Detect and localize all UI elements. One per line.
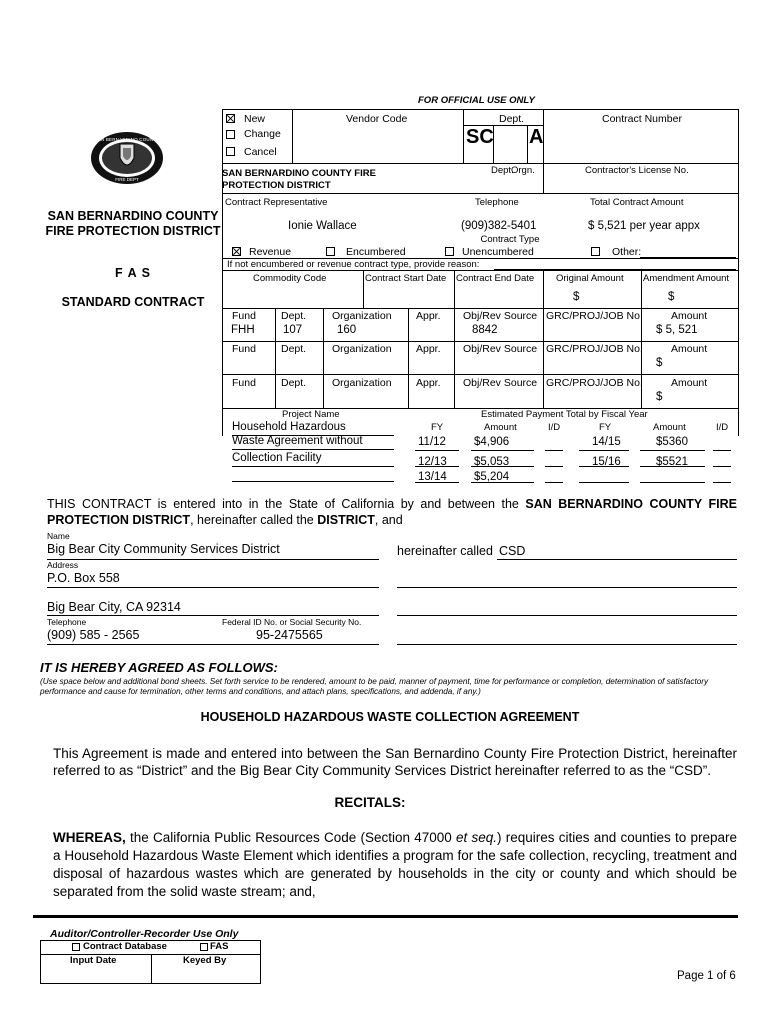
- new-checkbox[interactable]: [226, 114, 235, 123]
- obj-value: 8842: [472, 324, 498, 336]
- telephone-label: Telephone: [475, 197, 519, 208]
- whereas-text-b: the California Public Resources Code (Section 47000: [125, 830, 456, 845]
- intro-paragraph: [47, 496, 737, 528]
- grc-label: GRC/PROJ/JOB No.: [546, 343, 643, 355]
- divider: [292, 109, 293, 163]
- contract-number-label: Contract Number: [602, 113, 682, 125]
- phone-label: Telephone: [47, 617, 87, 627]
- fas-label: F A S: [114, 266, 152, 280]
- divider: [275, 308, 276, 408]
- page-number: Page 1 of 6: [677, 970, 736, 982]
- called-value[interactable]: CSD: [499, 544, 526, 558]
- fy-underline: [415, 450, 459, 451]
- left-title: SAN BERNARDINO COUNTY FIRE PROTECTION DISTRICT: [45, 209, 221, 238]
- intro-district: DISTRICT: [317, 513, 375, 527]
- fy-left-3: 13/14: [418, 471, 447, 483]
- divider: [222, 341, 739, 342]
- amt-left-2: $5,053: [474, 456, 510, 468]
- recitals-heading: RECITALS:: [334, 795, 406, 810]
- agreed-note: (Use space below and additional bond sheets. Set forth service to be rendered, amount to be paid, manner of payment, time for performance or completion, determination of satisfactory performance and cause for termination, other terms and conditions, and attach plans, specifications, and addenda, if any.): [40, 677, 709, 696]
- name-value[interactable]: Big Bear City Community Services District: [47, 542, 280, 556]
- district-name: SAN BERNARDINO COUNTY FIRE PROTECTION DISTRICT: [222, 168, 376, 191]
- amount-value: $ 5, 521: [656, 324, 698, 336]
- org-value: 160: [337, 324, 357, 336]
- divider: [151, 954, 152, 984]
- fund-value: FHH: [231, 324, 255, 336]
- rep-value: Ionie Wallace: [288, 220, 357, 232]
- original-dollar: $: [573, 291, 580, 303]
- dept-label: Dept.: [499, 113, 525, 125]
- vendor-code-label: Vendor Code: [346, 113, 408, 125]
- id-label-right: I/D: [716, 422, 729, 433]
- address-label: Address: [47, 560, 79, 570]
- a-code: A: [529, 126, 544, 148]
- amount-label-left: Amount: [484, 422, 517, 433]
- obj-label: Obj/Rev Source: [463, 377, 538, 389]
- seal-logo: [90, 118, 164, 192]
- contract-db-label: Contract Database: [83, 941, 167, 952]
- dept-col-label: Dept.: [281, 343, 307, 355]
- dept-col-label: Dept.: [281, 310, 307, 322]
- start-label: Contract Start Date: [365, 273, 447, 284]
- phone-value[interactable]: (909) 585 - 2565: [47, 628, 140, 642]
- dept-label-2: Dept.: [491, 165, 514, 176]
- other-label: Other:: [612, 246, 642, 258]
- fund-label: Fund: [232, 377, 256, 389]
- fas-checkbox[interactable]: [200, 943, 208, 951]
- project-underline: [232, 481, 394, 482]
- grc-label: GRC/PROJ/JOB No: [546, 310, 640, 322]
- official-use-label: FOR OFFICIAL USE ONLY: [418, 95, 535, 106]
- appr-label: Appr.: [416, 310, 441, 322]
- fas-footer-label: FAS: [210, 941, 229, 952]
- fy-right-2: 15/16: [592, 456, 621, 468]
- address-line-2[interactable]: Big Bear City, CA 92314: [47, 600, 181, 614]
- grc-label: GRC/PROJ/JOB No.: [546, 377, 643, 389]
- cancel-label: Cancel: [244, 146, 277, 158]
- original-label: Original Amount: [556, 273, 624, 284]
- agreement-paragraph: This Agreement is made and entered into between the San Bernardino County Fire Protection District, hereinafter referred to as “District” and the Big Bear City Community Services District hereinafter referred to as the “CSD”.: [53, 746, 737, 778]
- divider: [323, 308, 324, 408]
- name-label: Name: [47, 531, 70, 541]
- org-label: Organization: [332, 343, 392, 355]
- project-line-2: Waste Agreement without: [232, 435, 363, 447]
- form-top-border: [222, 109, 739, 110]
- agreed-heading: IT IS HEREBY AGREED AS FOLLOWS:: [40, 660, 278, 675]
- divider: [493, 125, 494, 163]
- amount-dollar: $: [656, 357, 663, 369]
- total-value: $ 5,521 per year appx: [588, 220, 700, 232]
- whereas-label: WHEREAS,: [53, 830, 126, 845]
- amt-right-1: $5360: [656, 436, 688, 448]
- divider: [641, 308, 642, 408]
- divider: [527, 125, 528, 163]
- intro-text-e: , and: [374, 513, 403, 527]
- divider: [641, 270, 642, 308]
- contract-type-label: Contract Type: [480, 234, 540, 245]
- input-date-label: Input Date: [70, 955, 117, 966]
- fy-left-2: 12/13: [418, 456, 447, 468]
- end-label: Contract End Date: [456, 273, 535, 284]
- obj-label: Obj/Rev Source: [463, 310, 538, 322]
- other-checkbox[interactable]: [591, 247, 600, 256]
- divider: [543, 109, 544, 163]
- project-name-label: Project Name: [282, 409, 340, 420]
- divider: [543, 163, 544, 193]
- divider: [463, 109, 464, 163]
- divider: [222, 308, 739, 309]
- divider: [454, 308, 455, 408]
- fy-label-left: FY: [431, 422, 444, 433]
- if-not-text: If not encumbered or revenue contract type, provide reason:: [227, 259, 480, 270]
- divider: [543, 308, 544, 408]
- amt-left-1: $4,906: [474, 436, 510, 448]
- divider: [408, 308, 409, 408]
- fund-label: Fund: [232, 310, 256, 322]
- called-underline: [497, 559, 737, 560]
- appr-label: Appr.: [416, 377, 441, 389]
- encumbered-label: Encumbered: [346, 246, 406, 258]
- address-line-1[interactable]: P.O. Box 558: [47, 571, 120, 585]
- fy-underline: [579, 466, 629, 467]
- form-left-border: [222, 109, 223, 436]
- amt-right-2: $5521: [656, 456, 688, 468]
- standard-contract-label: STANDARD CONTRACT: [61, 295, 205, 309]
- divider: [222, 163, 739, 164]
- intro-text-a: THIS CONTRACT is entered into in the State of California by and between the: [47, 497, 526, 511]
- new-label: New: [244, 113, 266, 125]
- amt-underline: [640, 466, 705, 467]
- revenue-label: Revenue: [249, 246, 292, 258]
- id-underline: [713, 450, 731, 451]
- encumbered-checkbox[interactable]: [326, 247, 335, 256]
- divider: [454, 270, 455, 308]
- project-line-1: Household Hazardous: [232, 421, 346, 433]
- fy-underline: [579, 450, 629, 451]
- amount-dollar: $: [656, 391, 663, 403]
- fy-label-right: FY: [599, 422, 612, 433]
- amount-label: Amount: [671, 310, 708, 322]
- amt-underline: [640, 482, 705, 483]
- sc-code: SC: [466, 126, 494, 148]
- revenue-checkbox[interactable]: [232, 247, 241, 256]
- phone-underline: [47, 644, 379, 645]
- seal-sub: FIRE DEPT: [115, 177, 139, 182]
- fy-underline: [579, 482, 629, 483]
- dept-col-label: Dept.: [281, 377, 307, 389]
- hereinafter-text: hereinafter called: [397, 544, 493, 558]
- form-right-border: [738, 109, 739, 436]
- amt-underline: [471, 450, 534, 451]
- amount-label: Amount: [671, 343, 708, 355]
- amt-underline: [471, 482, 534, 483]
- phone-underline-right: [397, 644, 737, 645]
- amount-label-right: Amount: [653, 422, 686, 433]
- intro-district-name: SAN BERNARDINO COUNTY FIRE PROTECTION DISTRICT: [47, 497, 737, 527]
- name-underline: [47, 559, 379, 560]
- footer-rule: [33, 915, 738, 918]
- intro-text-c: , hereinafter called the: [190, 513, 318, 527]
- whereas-paragraph: [53, 829, 737, 901]
- unencumbered-label: Unencumbered: [462, 246, 534, 258]
- amt-left-3: $5,204: [474, 471, 510, 483]
- orgn-label: Orgn.: [511, 165, 535, 176]
- divider: [222, 374, 739, 375]
- total-label: Total Contract Amount: [590, 197, 684, 208]
- license-label: Contractor's License No.: [585, 165, 689, 176]
- divider: [363, 270, 364, 308]
- telephone-value: (909)382-5401: [461, 220, 537, 232]
- id-label-left: I/D: [548, 422, 561, 433]
- address-underline: [47, 615, 379, 616]
- fund-label: Fund: [232, 343, 256, 355]
- change-label: Change: [244, 128, 281, 140]
- fedid-value[interactable]: 95-2475565: [256, 628, 323, 642]
- project-underline: [232, 449, 394, 450]
- seal-text: SAN BERNARDINO COUNTY: [94, 137, 160, 142]
- id-underline: [545, 482, 563, 483]
- whereas-text-d: ) requires cities and counties to prepare a Household Hazardous Waste Element which identifies a program for the safe collection, recycling, treatment and disposal of hazardous wastes which are generated by households in the city or county and which should be separated from the solid waste stream; and,: [53, 830, 737, 899]
- fy-right-1: 14/15: [592, 436, 621, 448]
- address-underline-right: [397, 587, 737, 588]
- org-label: Organization: [332, 310, 392, 322]
- contract-db-checkbox[interactable]: [72, 943, 80, 951]
- unencumbered-checkbox[interactable]: [445, 247, 454, 256]
- appr-label: Appr.: [416, 343, 441, 355]
- rep-label: Contract Representative: [225, 197, 328, 208]
- id-underline: [713, 482, 731, 483]
- fedid-label: Federal ID No. or Social Security No.: [222, 617, 362, 627]
- keyed-by-label: Keyed By: [183, 955, 227, 966]
- org-label: Organization: [332, 377, 392, 389]
- cancel-checkbox[interactable]: [226, 147, 235, 156]
- project-underline: [232, 466, 394, 467]
- agreement-title: HOUSEHOLD HAZARDOUS WASTE COLLECTION AGREEMENT: [200, 710, 580, 724]
- auditor-label: Auditor/Controller-Recorder Use Only: [50, 928, 239, 940]
- id-underline: [545, 466, 563, 467]
- dept-value: 107: [283, 324, 303, 336]
- amendment-dollar: $: [668, 291, 675, 303]
- address-underline: [47, 587, 379, 588]
- whereas-et-seq: et seq.: [456, 830, 498, 845]
- amt-underline: [471, 466, 534, 467]
- est-payment-label: Estimated Payment Total by Fiscal Year: [481, 409, 648, 420]
- divider: [222, 193, 739, 194]
- divider: [543, 270, 544, 308]
- divider: [222, 270, 739, 271]
- commodity-label: Commodity Code: [253, 273, 327, 284]
- amount-label: Amount: [671, 377, 708, 389]
- change-checkbox[interactable]: [226, 130, 235, 139]
- fy-underline: [415, 466, 459, 467]
- amendment-label: Amendment Amount: [643, 273, 730, 284]
- fy-left-1: 11/12: [418, 436, 446, 448]
- fy-underline: [415, 482, 459, 483]
- obj-label: Obj/Rev Source: [463, 343, 538, 355]
- project-line-3: Collection Facility: [232, 452, 322, 464]
- id-underline: [713, 466, 731, 467]
- address-underline-right: [397, 615, 737, 616]
- id-underline: [545, 450, 563, 451]
- amt-underline: [640, 450, 705, 451]
